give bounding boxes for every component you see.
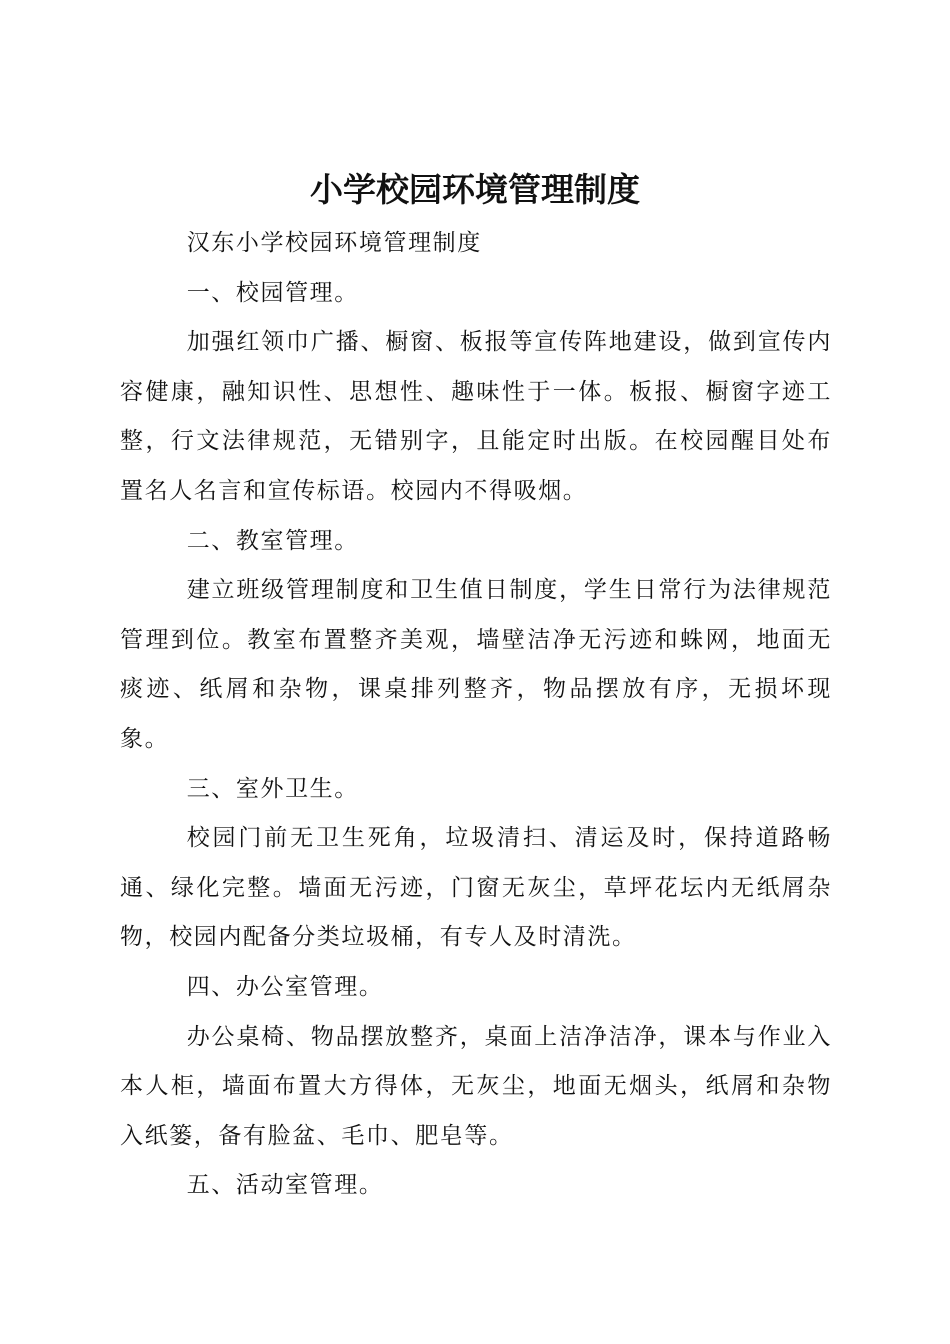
section-heading-outdoor: 三、室外卫生。	[186, 775, 359, 802]
section-body-office: 办公桌椅、物品摆放整齐，桌面上洁净洁净，课本与作业入本人柜，墙面布置大方得体，无灰尘，地面无烟头，纸屑和杂物入纸篓，备有脸盆、毛巾、肥皂等。	[120, 1023, 832, 1149]
section-heading-classroom: 二、教室管理。	[186, 527, 359, 554]
section-heading-campus: 一、校园管理。	[186, 279, 359, 306]
subtitle-paragraph: 汉东小学校园环境管理制度	[186, 230, 482, 256]
section-body-campus: 加强红领巾广播、橱窗、板报等宣传阵地建设，做到宣传内容健康，融知识性、思想性、趣味性于一体。板报、橱窗字迹工整，行文法律规范，无错别字，且能定时出版。在校园醒目处布置名人名言和宣传标语。校园内不得吸烟。	[120, 329, 832, 504]
section-body-classroom: 建立班级管理制度和卫生值日制度，学生日常行为法律规范管理到位。教室布置整齐美观，墙壁洁净无污迹和蛛网，地面无痰迹、纸屑和杂物，课桌排列整齐，物品摆放有序，无损坏现象。	[120, 577, 832, 752]
section-heading-activity-room: 五、活动室管理。	[186, 1172, 384, 1199]
document-body	[120, 219, 832, 1211]
section-heading-office: 四、办公室管理。	[186, 973, 384, 1000]
section-body-outdoor: 校园门前无卫生死角，垃圾清扫、清运及时，保持道路畅通、绿化完整。墙面无污迹，门窗无灰尘，草坪花坛内无纸屑杂物，校园内配备分类垃圾桶，有专人及时清洗。	[120, 825, 832, 951]
document-title: 小学校园环境管理制度	[310, 170, 640, 210]
